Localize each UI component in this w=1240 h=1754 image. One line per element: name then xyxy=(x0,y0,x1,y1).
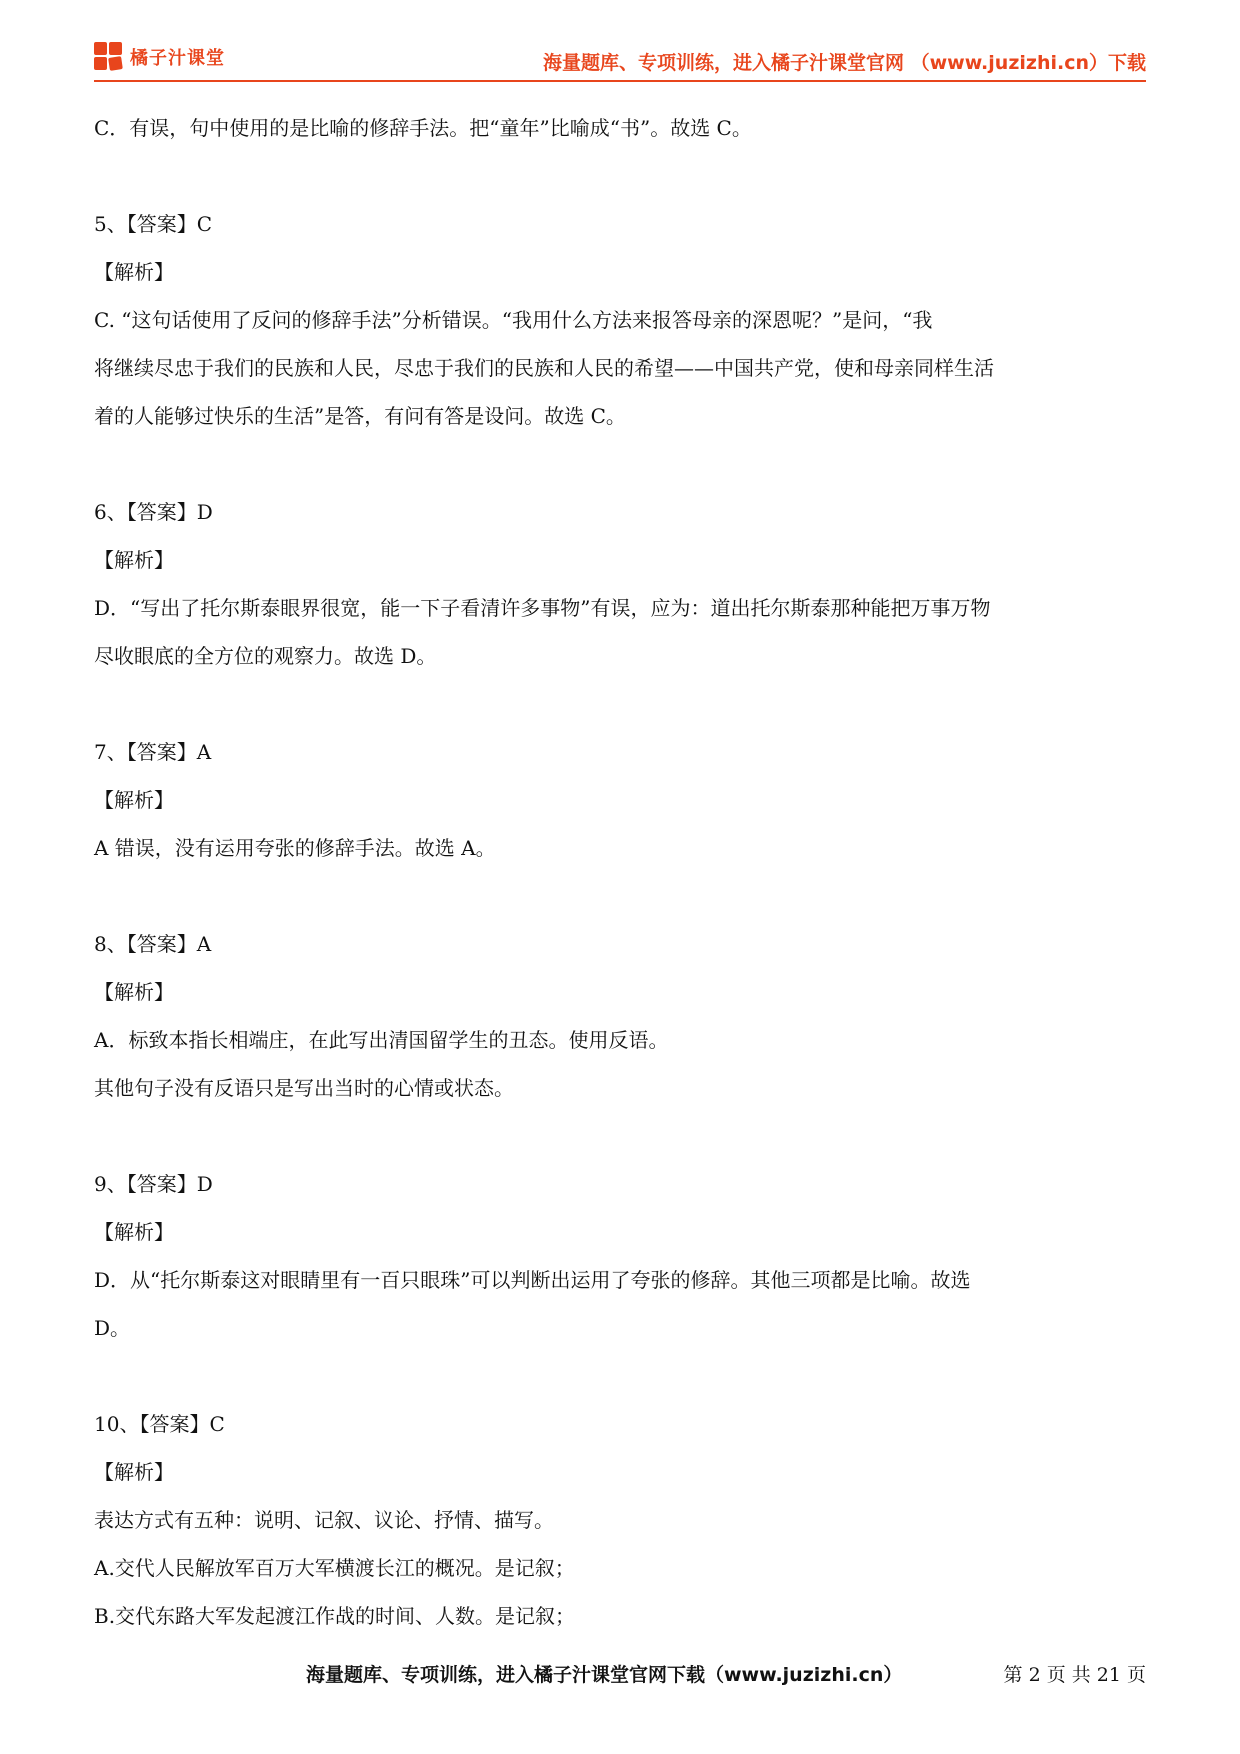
blank-line xyxy=(94,680,1146,728)
text-line: 其他句子没有反语只是写出当时的心情或状态。 xyxy=(94,1076,514,1100)
text-line: B.交代东路大军发起渡江作战的时间、人数。是记叙； xyxy=(94,1604,576,1628)
text-line: 6、【答案】D xyxy=(94,500,213,524)
blank-line xyxy=(94,1112,1146,1160)
text-line: A.交代人民解放军百万大军横渡长江的概况。是记叙； xyxy=(94,1556,575,1580)
blank-line xyxy=(94,152,1146,200)
header-slogan: 海量题库、专项训练，进入橘子汁课堂官网 （www.juzizhi.cn）下载 xyxy=(543,52,1146,74)
text-line: 【解析】 xyxy=(94,1460,174,1484)
text-line: 9、【答案】D xyxy=(94,1172,213,1196)
blank-line xyxy=(94,872,1146,920)
page-number: 第 2 页 共 21 页 xyxy=(1003,1664,1146,1686)
page-footer xyxy=(94,1660,1146,1690)
text-line: 【解析】 xyxy=(94,1220,174,1244)
text-line: D．“写出了托尔斯泰眼界很宽，能一下子看清许多事物”有误，应为：道出托尔斯泰那种能把万事万物 xyxy=(94,596,991,620)
page-header xyxy=(94,38,1146,80)
logo-icon xyxy=(94,42,124,72)
document-body xyxy=(94,104,1146,1640)
text-line: 尽收眼底的全方位的观察力。故选 D。 xyxy=(94,644,437,668)
text-line: 【解析】 xyxy=(94,980,174,1004)
text-line: C. “这句话使用了反问的修辞手法”分析错误。“我用什么方法来报答母亲的深恩呢？”是问，“我 xyxy=(94,308,933,332)
text-line: 5、【答案】C xyxy=(94,212,213,236)
text-line: 8、【答案】A xyxy=(94,932,212,956)
header-divider xyxy=(94,80,1146,82)
text-line: 【解析】 xyxy=(94,260,174,284)
text-line: A．标致本指长相端庄，在此写出清国留学生的丑态。使用反语。 xyxy=(94,1028,669,1052)
text-line: C．有误，句中使用的是比喻的修辞手法。把“童年”比喻成“书”。故选 C。 xyxy=(94,116,752,140)
blank-line xyxy=(94,1352,1146,1400)
text-line: D。 xyxy=(94,1316,131,1340)
text-line: 【解析】 xyxy=(94,548,174,572)
logo-text: 橘子汁课堂 xyxy=(130,48,225,69)
text-line: D．从“托尔斯泰这对眼睛里有一百只眼珠”可以判断出运用了夸张的修辞。其他三项都是比喻。故选 xyxy=(94,1268,971,1292)
text-line: 将继续尽忠于我们的民族和人民，尽忠于我们的民族和人民的希望——中国共产党，使和母亲同样生活 xyxy=(94,356,994,380)
text-line: 7、【答案】A xyxy=(94,740,212,764)
footer-slogan: 海量题库、专项训练，进入橘子汁课堂官网下载（www.juzizhi.cn） xyxy=(306,1664,903,1686)
text-line: 10、【答案】C xyxy=(94,1412,225,1436)
blank-line xyxy=(94,440,1146,488)
text-line: A 错误，没有运用夸张的修辞手法。故选 A。 xyxy=(94,836,496,860)
text-line: 着的人能够过快乐的生活”是答，有问有答是设问。故选 C。 xyxy=(94,404,626,428)
text-line: 表达方式有五种：说明、记叙、议论、抒情、描写。 xyxy=(94,1508,554,1532)
text-line: 【解析】 xyxy=(94,788,174,812)
logo[interactable] xyxy=(94,42,225,72)
